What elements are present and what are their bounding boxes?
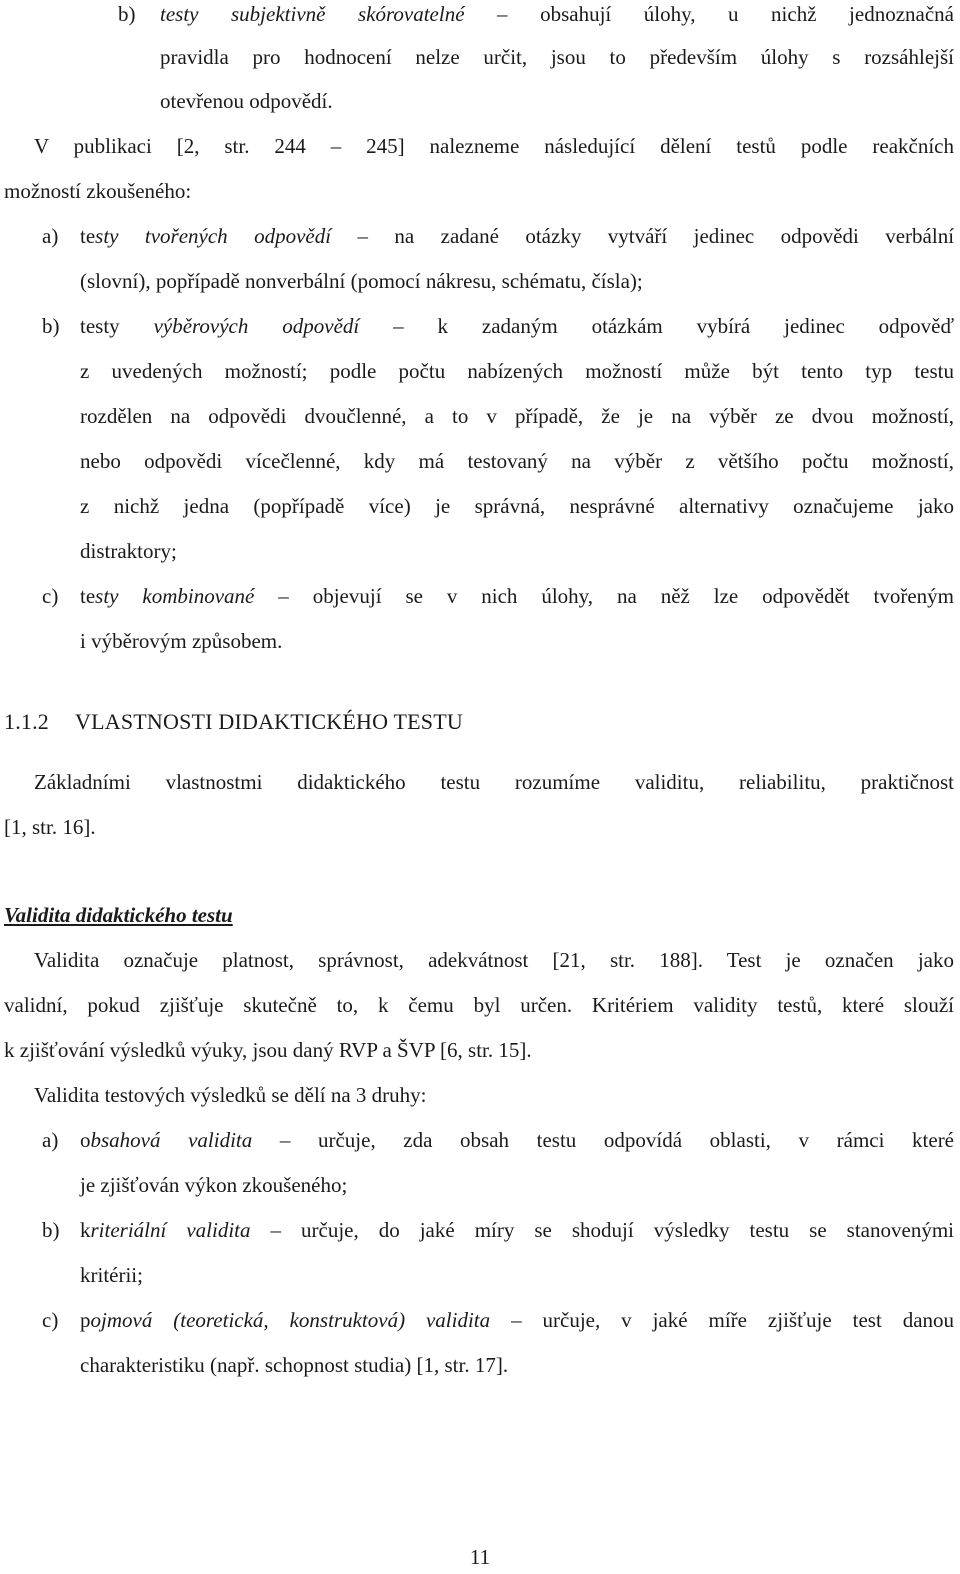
list-item-line: z uvedených možností; podle počtu nabízených možností může být tento typ testu: [80, 359, 954, 383]
page-number: 11: [469, 1545, 491, 1569]
dash: –: [279, 1128, 291, 1152]
list-item-text: obsahují úlohy, u nichž jednoznačná: [540, 2, 954, 26]
list-item-line: otevřenou odpovědí.: [160, 89, 333, 113]
list-item-first-line: [160, 0, 954, 28]
list-item-text: určuje, zda obsah testu odpovídá oblasti, v rámci které: [317, 1128, 955, 1152]
list-item-first-line: [80, 1306, 954, 1334]
list-item-text: na zadané otázky vytváří jedinec odpovědi verbální: [394, 224, 955, 248]
section-heading: [4, 708, 463, 736]
list-item-term: bsahová validita: [90, 1128, 253, 1152]
subheading: Validita didaktického testu: [4, 903, 233, 927]
paragraph-line: validní, pokud zjišťuje skutečně to, k čemu byl určen. Kritériem validity testů, které slouží: [4, 993, 954, 1017]
list-item-text: určuje, v jaké míře zjišťuje test danou: [542, 1308, 955, 1332]
list-item-term: ojmová (teoretická, konstruktová) validita: [90, 1308, 491, 1332]
list-item-line: pravidla pro hodnocení nelze určit, jsou to především úlohy s rozsáhlejší: [160, 45, 954, 69]
list-item-text: objevují se v nich úlohy, na něž lze odpovědět tvořeným: [312, 584, 955, 608]
list-item-text: k zadaným otázkám vybírá jedinec odpověď: [437, 314, 955, 338]
list-item-line: kritérii;: [80, 1263, 143, 1287]
list-item-term: výběrových odpovědí: [153, 314, 360, 338]
list-item-first-line: [80, 312, 954, 340]
list-item-line: rozdělen na odpovědi dvoučlenné, a to v případě, že je na výběr ze dvou možností,: [80, 404, 954, 428]
list-item-line: i výběrovým způsobem.: [80, 629, 283, 653]
list-label: b): [42, 1218, 60, 1242]
paragraph-line: možností zkoušeného:: [4, 179, 192, 203]
dash: –: [270, 1218, 281, 1242]
dash: –: [278, 584, 289, 608]
list-item-line: nebo odpovědi vícečlenné, kdy má testovaný na výběr z většího počtu možností,: [80, 449, 954, 473]
list-item-first-line: [80, 222, 954, 250]
paragraph-line: k zjišťování výsledků výuky, jsou daný RVP a ŠVP [6, str. 15].: [4, 1038, 532, 1062]
list-label: c): [42, 1308, 59, 1332]
list-label: a): [42, 224, 59, 248]
dash: –: [393, 314, 404, 338]
paragraph-line: Validita testových výsledků se dělí na 3 druhy:: [34, 1083, 427, 1107]
list-item-line: (slovní), popřípadě nonverbální (pomocí nákresu, schématu, čísla);: [80, 269, 643, 293]
list-item-term: sty tvořených odpovědí: [95, 224, 332, 248]
list-item-line: charakteristiku (např. schopnost studia) [1, str. 17].: [80, 1353, 509, 1377]
list-item-text: určuje, do jaké míry se shodují výsledky testu se stanovenými: [301, 1218, 954, 1242]
list-label: b): [42, 314, 60, 338]
list-item-term: testy subjektivně skórovatelné: [160, 2, 465, 26]
list-item-term-prefix: te: [80, 584, 96, 608]
list-item-term-prefix: o: [80, 1128, 91, 1152]
list-item-first-line: [80, 1216, 954, 1244]
list-item-term: sty kombinované: [95, 584, 255, 608]
paragraph-line: V publikaci [2, str. 244 – 245] nalezneme následující dělení testů podle reakčních: [34, 134, 954, 158]
paragraph-line: [1, str. 16].: [4, 815, 96, 839]
list-label: a): [42, 1128, 59, 1152]
list-item-term-prefix: te: [80, 224, 96, 248]
list-item-line: distraktory;: [80, 539, 177, 563]
list-label: c): [42, 584, 59, 608]
section-number: 1.1.2: [4, 709, 49, 734]
section-title: VLASTNOSTI DIDAKTICKÉHO TESTU: [75, 709, 463, 734]
dash: –: [497, 2, 508, 26]
list-label: b): [118, 2, 136, 26]
list-item-term-prefix: p: [80, 1308, 91, 1332]
dash: –: [511, 1308, 522, 1332]
list-item-line: je zjišťován výkon zkoušeného;: [80, 1173, 348, 1197]
list-item-term-prefix: k: [80, 1218, 91, 1242]
list-item-first-line: [80, 1126, 954, 1154]
list-item-line: z nichž jedna (popřípadě více) je správná, nesprávné alternativy označujeme jako: [80, 494, 954, 518]
paragraph-line: Validita označuje platnost, správnost, adekvátnost [21, str. 188]. Test je označen jako: [34, 948, 954, 972]
paragraph-line: Základními vlastnostmi didaktického testu rozumíme validitu, reliabilitu, praktičnost: [34, 770, 954, 794]
dash: –: [357, 224, 368, 248]
list-item-term-prefix: testy: [80, 314, 120, 338]
list-item-term: riteriální validita: [90, 1218, 251, 1242]
list-item-first-line: [80, 582, 954, 610]
